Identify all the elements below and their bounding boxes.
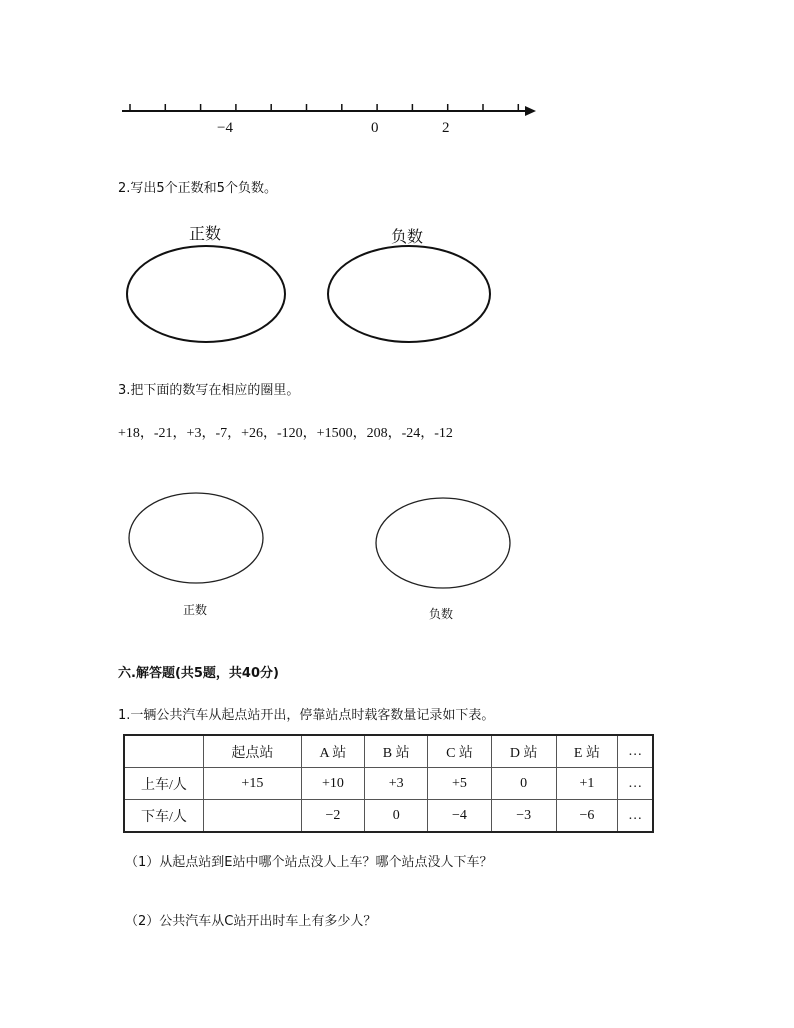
table-cell: D 站 [491, 735, 556, 768]
table-cell: −6 [556, 800, 618, 833]
q2-positive-label: 正数 [189, 224, 222, 243]
table-header-row [124, 735, 653, 768]
section6-sub2: （2）公共汽车从C站开出时车上有多少人？ [125, 914, 377, 929]
q3-prompt: 3.把下面的数写在相应的圈里。 [118, 383, 300, 398]
table-cell: −3 [491, 800, 556, 833]
q2-negative-label: 负数 [391, 227, 424, 246]
table-cell: +15 [204, 768, 302, 800]
table-cell: −2 [301, 800, 364, 833]
number-line-ticks [130, 104, 518, 111]
table-cell: A 站 [301, 735, 364, 768]
section6-heading: 六.解答题(共5题，共40分) [118, 666, 279, 681]
table-cell: 下车/人 [124, 800, 204, 833]
table-cell [204, 800, 302, 833]
q3-circles [0, 485, 794, 595]
table-cell: +3 [365, 768, 428, 800]
table-cell: 0 [491, 768, 556, 800]
q2-circles [0, 240, 794, 350]
q3-negative-circle [376, 498, 510, 588]
number-line-arrow [525, 106, 536, 116]
table-cell [124, 735, 204, 768]
table-row [124, 800, 653, 833]
section6-q1-prompt: 1.一辆公共汽车从起点站开出，停靠站点时载客数量记录如下表。 [118, 708, 495, 723]
section6-sub1: （1）从起点站到E站中哪个站点没人上车？哪个站点没人下车？ [125, 855, 493, 870]
number-line [0, 0, 794, 140]
table-cell: 0 [365, 800, 428, 833]
table-cell: … [618, 800, 653, 833]
table-cell: 上车/人 [124, 768, 204, 800]
q3-positive-label: 正数 [183, 603, 208, 617]
table-cell: E 站 [556, 735, 618, 768]
number-line-label-2: 2 [442, 120, 450, 136]
table-cell: +10 [301, 768, 364, 800]
table-cell: C 站 [428, 735, 491, 768]
table-cell: … [618, 735, 653, 768]
q2-negative-circle [328, 246, 490, 342]
q3-negative-label: 负数 [429, 607, 454, 621]
number-line-label-neg4: −4 [217, 120, 233, 136]
table-cell: 起点站 [204, 735, 302, 768]
q3-numbers: +18，-21，+3，-7，+26，-120，+1500，208，-24，-12 [118, 426, 453, 441]
number-line-label-0: 0 [371, 120, 379, 136]
table-cell: … [618, 768, 653, 800]
table-cell: −4 [428, 800, 491, 833]
table-cell: +5 [428, 768, 491, 800]
q3-positive-circle [129, 493, 263, 583]
table-cell: +1 [556, 768, 618, 800]
q2-prompt: 2.写出5个正数和5个负数。 [118, 181, 277, 196]
bus-passenger-table [123, 734, 654, 833]
table-cell: B 站 [365, 735, 428, 768]
q2-positive-circle [127, 246, 285, 342]
table-row [124, 768, 653, 800]
